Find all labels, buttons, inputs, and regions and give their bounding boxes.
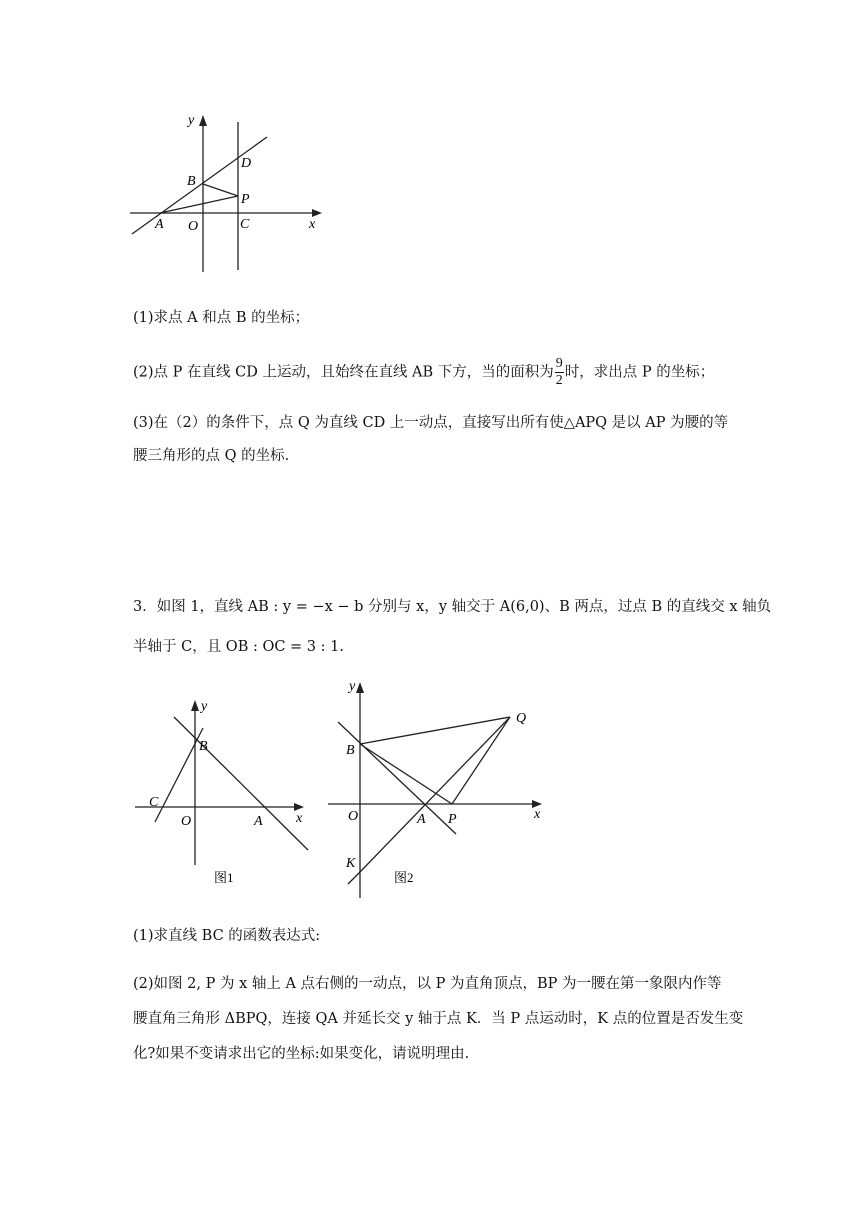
label-x: x xyxy=(534,807,541,822)
label-a: A xyxy=(155,217,164,232)
y-axis-arrow xyxy=(191,700,199,711)
label-p: P xyxy=(448,812,457,827)
label-o: O xyxy=(348,809,359,824)
problem3-q1: (1)求直线 BC 的函数表达式: xyxy=(133,928,321,944)
y-axis-arrow xyxy=(356,682,364,693)
x-axis-arrow xyxy=(294,803,304,811)
label-o: O xyxy=(188,219,199,234)
segment-pq xyxy=(452,717,510,804)
figure-2-diagram xyxy=(0,670,330,890)
problem2-q3-line1: (3)在（2）的条件下，点 Q 为直线 CD 上一动点，直接写出所有使△APQ 是以 AP 为腰的等 xyxy=(133,415,729,431)
label-c: C xyxy=(149,795,159,810)
figure-caption-2: 图2 xyxy=(394,870,414,885)
problem3-line1: 3．如图 1，直线 AB : y = −x − b 分别与 x，y 轴交于 A(6,0)、B 两点，过点 B 的直线交 x 轴负 xyxy=(133,599,772,615)
segment-bp xyxy=(203,184,238,196)
label-c: C xyxy=(240,217,250,232)
line-ab xyxy=(174,717,308,850)
y-axis-arrow xyxy=(199,115,207,126)
segment-bp xyxy=(360,744,452,804)
label-o: O xyxy=(181,814,192,829)
line-bc xyxy=(155,728,203,822)
problem2-q3-line2: 腰三角形的点 Q 的坐标. xyxy=(133,448,290,464)
x-axis-arrow xyxy=(312,209,322,217)
fraction-denominator: 2 xyxy=(555,373,563,388)
label-p: P xyxy=(241,192,250,207)
label-a: A xyxy=(417,812,426,827)
problem3-q2-line1: (2)如图 2, P 为 x 轴上 A 点右侧的一动点，以 P 为直角顶点，BP 为一腰在第一象限内作等 xyxy=(133,976,722,992)
label-y: y xyxy=(349,679,356,694)
figure-1-diagram xyxy=(0,0,860,300)
label-x: x xyxy=(296,811,303,826)
label-d: D xyxy=(241,156,252,171)
fraction-numerator: 9 xyxy=(555,356,563,371)
label-b: B xyxy=(346,743,355,758)
label-y: y xyxy=(201,699,208,714)
segment-ap xyxy=(160,196,238,213)
problem3-q2-line3: 化?如果不变请求出它的坐标:如果变化，请说明理由. xyxy=(133,1046,470,1062)
label-q: Q xyxy=(516,711,527,726)
label-y: y xyxy=(188,113,195,128)
problem2-q1: (1)求点 A 和点 B 的坐标； xyxy=(133,310,310,326)
problem2-q2 xyxy=(133,356,714,389)
problem2-q2-part-a: (2)点 P 在直线 CD 上运动，且始终在直线 AB 下方，当的面积为 xyxy=(133,364,554,381)
problem3-line2: 半轴于 C，且 OB : OC = 3 : 1. xyxy=(133,639,344,655)
label-x: x xyxy=(309,217,316,232)
fraction-nine-halves xyxy=(555,356,564,389)
problem3-q2-line2: 腰直角三角形 ΔBPQ，连接 QA 并延长交 y 轴于点 K．当 P 点运动时，K 点的位置是否发生变 xyxy=(133,1011,744,1027)
label-b: B xyxy=(187,174,196,189)
line-qa-k-extension xyxy=(348,872,360,884)
label-b: B xyxy=(199,739,208,754)
problem2-q2-part-b: 时，求出点 P 的坐标； xyxy=(564,364,715,381)
figure-caption-1: 图1 xyxy=(214,870,234,885)
label-k: K xyxy=(346,856,356,871)
label-a: A xyxy=(254,814,263,829)
figure-3-diagram xyxy=(320,670,560,905)
